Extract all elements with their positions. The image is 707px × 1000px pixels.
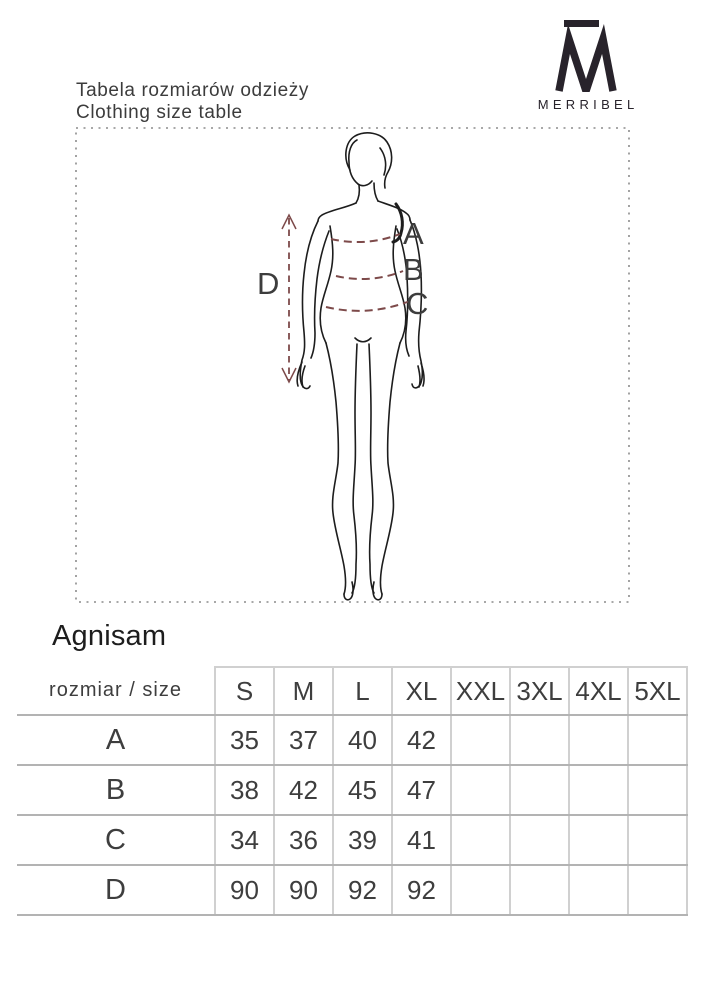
fashion-figure-sketch [297, 133, 424, 600]
cell-value: 41 [392, 815, 451, 865]
table-row-b [17, 765, 687, 815]
cell-value [628, 865, 687, 915]
cell-value [569, 715, 628, 765]
title-polish: Tabela rozmiarów odzieży [76, 80, 309, 101]
figure-label-b: B [403, 252, 424, 287]
product-name: Agnisam [52, 620, 167, 652]
brand-name: MERRIBEL [537, 97, 639, 112]
row-label: A [17, 715, 215, 765]
corner-label: rozmiar / size [17, 667, 215, 715]
cell-value: 36 [274, 815, 333, 865]
size-table-header-row [17, 667, 687, 715]
row-label: B [17, 765, 215, 815]
cell-value [510, 815, 569, 865]
cell-value [510, 715, 569, 765]
cell-value [569, 865, 628, 915]
column-header-l: L [333, 667, 392, 715]
column-header-3xl: 3XL [510, 667, 569, 715]
cell-value: 39 [333, 815, 392, 865]
cell-value [510, 865, 569, 915]
column-header-4xl: 4XL [569, 667, 628, 715]
cell-value [569, 815, 628, 865]
cell-value [628, 765, 687, 815]
cell-value: 42 [274, 765, 333, 815]
cell-value [628, 815, 687, 865]
dotted-frame [76, 128, 629, 602]
measurement-dash-lines [282, 215, 410, 382]
figure-label-a: A [403, 216, 424, 251]
table-row-c [17, 815, 687, 865]
cell-value [569, 765, 628, 815]
column-header-xxl: XXL [451, 667, 510, 715]
table-row-d [17, 865, 687, 915]
bust-dash-line [331, 234, 400, 242]
cell-value: 92 [333, 865, 392, 915]
column-header-m: M [274, 667, 333, 715]
cell-value [451, 865, 510, 915]
row-label: C [17, 815, 215, 865]
cell-value: 37 [274, 715, 333, 765]
cell-value [510, 765, 569, 815]
cell-value: 42 [392, 715, 451, 765]
cell-value: 90 [274, 865, 333, 915]
row-label: D [17, 865, 215, 915]
cell-value: 40 [333, 715, 392, 765]
title-english: Clothing size table [76, 102, 243, 123]
table-row-a [17, 715, 687, 765]
cell-value: 38 [215, 765, 274, 815]
column-header-5xl: 5XL [628, 667, 687, 715]
figure-label-d: D [257, 266, 280, 301]
cell-value [451, 765, 510, 815]
cell-value [451, 715, 510, 765]
size-table [17, 666, 688, 916]
waist-dash-line [336, 271, 403, 279]
cell-value: 35 [215, 715, 274, 765]
cell-value: 92 [392, 865, 451, 915]
cell-value: 45 [333, 765, 392, 815]
column-header-xl: XL [392, 667, 451, 715]
cell-value: 47 [392, 765, 451, 815]
cell-value [628, 715, 687, 765]
hip-dash-line [326, 301, 410, 311]
cell-value: 90 [215, 865, 274, 915]
cell-value: 34 [215, 815, 274, 865]
column-header-s: S [215, 667, 274, 715]
cell-value [451, 815, 510, 865]
figure-label-c: C [406, 286, 429, 321]
